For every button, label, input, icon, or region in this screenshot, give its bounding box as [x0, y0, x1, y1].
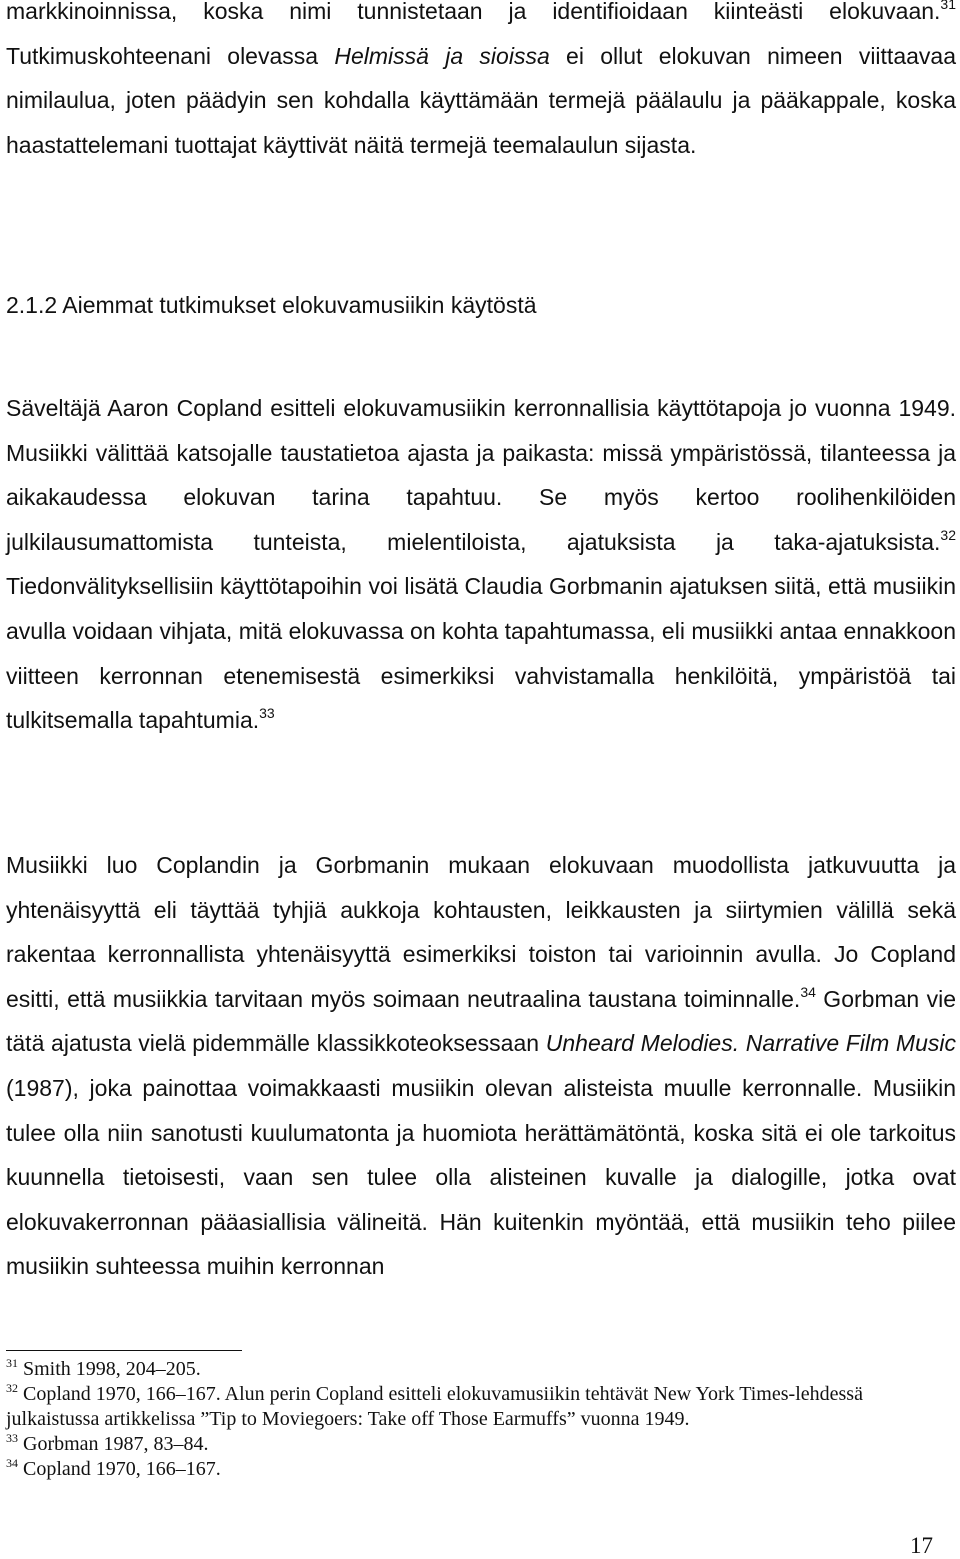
p1-text-1: markkinoinnissa, koska nimi tunnistetaan ja identifioidaan kiinteästi elokuvaan.: [6, 0, 941, 24]
paragraph-2: [6, 386, 956, 743]
section-heading: 2.1.2 Aiemmat tutkimukset elokuvamusiikin käytöstä: [6, 292, 537, 318]
footnote-text: Smith 1998, 204–205.: [23, 1358, 201, 1380]
footnote-number: 34: [6, 1456, 18, 1470]
footnote-number: 33: [6, 1431, 18, 1445]
footnote-separator: [6, 1350, 242, 1351]
footnote-ref-31[interactable]: 31: [940, 0, 956, 12]
page-number: 17: [910, 1533, 933, 1558]
film-title-helmissa-ja-sioissa: Helmissä ja sioissa: [334, 42, 550, 69]
p3-text-3: (1987), joka painottaa voimakkaasti musiikin olevan alisteista muulle kerronnalle. Musiikin tulee olla niin sanotusti kuulumatonta ja huomiota herättämätöntä, koska sitä ei ole tarkoitus kuunnella tietoisesti, vaan sen tulee olla alisteinen kuvalle ja dialogille, jotka ovat elokuvakerronnan pääasiallisia välineitä. Hän kuitenkin myöntää, että musiikin teho piilee musiikin suhteessa muihin kerronnan: [6, 1074, 956, 1280]
p2-text-2: Tiedonvälityksellisiin käyttötapoihin voi lisätä Claudia Gorbmanin ajatuksen siitä, että musiikin avulla voidaan vihjata, mitä elokuvassa on kohta tapahtumassa, eli musiikki antaa ennakkoon viitteen kerronnan etenemisestä esimerkiksi vahvistamalla henkilöitä, ympäristöä tai tulkitsemalla tapahtumia.: [6, 573, 956, 734]
footnotes: [6, 1357, 906, 1482]
footnote-34: [6, 1457, 906, 1482]
paragraph-3: [6, 843, 956, 1289]
footnote-number: 31: [6, 1356, 18, 1370]
p3-text-2: Gorbman vie tätä ajatusta vielä pidemmälle klassikkoteoksessaan: [6, 985, 956, 1057]
book-title-unheard-melodies: Unheard Melodies. Narrative Film Music: [545, 1030, 956, 1057]
footnote-33: [6, 1432, 906, 1457]
p2-text-1: Säveltäjä Aaron Copland esitteli elokuvamusiikin kerronnallisia käyttötapoja jo vuonna 1949. Musiikki välittää katsojalle taustatietoa ajasta ja paikasta: missä ympäristössä, tilanteessa ja aikakaudessa elokuvan tarina tapahtuu. Se myös kertoo roolihenkilöiden julkilausumattomista tunteista, mielentiloista, ajatuksista ja taka-ajatuksista.: [6, 395, 956, 555]
footnote-32: [6, 1382, 906, 1432]
footnote-text: Gorbman 1987, 83–84.: [23, 1433, 209, 1455]
footnote-ref-34[interactable]: 34: [800, 983, 816, 1000]
p3-text-1: Musiikki luo Coplandin ja Gorbmanin mukaan elokuvaan muodollista jatkuvuutta ja yhtenäisyyttä eli täyttää tyhjiä aukkoja kohtausten, leikkausten ja siirtymien välillä sekä rakentaa kerronnallista yhtenäisyyttä esimerkiksi toiston tai varioinnin avulla. Jo Copland esitti, että musiikkia tarvitaan myös soimaan neutraalina taustana toiminnalle.: [6, 852, 956, 1012]
p1-text-3: ei ollut elokuvan nimeen viittaavaa nimilaulua, joten päädyin sen kohdalla käyttämään termejä päälaulu ja pääkappale, koska haastattelemani tuottajat käyttivät näitä termejä teemalaulun sijasta.: [6, 42, 956, 158]
footnote-ref-33[interactable]: 33: [259, 705, 275, 722]
footnote-number: 32: [6, 1381, 18, 1395]
footnote-text: Copland 1970, 166–167. Alun perin Copland esitteli elokuvamusiikin tehtävät New York Times-lehdessä julkaistussa artikkelissa ”Tip to Moviegoers: Take off Those Earmuffs” vuonna 1949.: [6, 1383, 863, 1430]
footnote-31: [6, 1357, 906, 1382]
p1-text-2: Tutkimuskohteenani olevassa: [6, 42, 335, 69]
footnote-text: Copland 1970, 166–167.: [23, 1458, 221, 1480]
paragraph-1: [6, 0, 956, 167]
footnote-ref-32[interactable]: 32: [940, 526, 956, 543]
